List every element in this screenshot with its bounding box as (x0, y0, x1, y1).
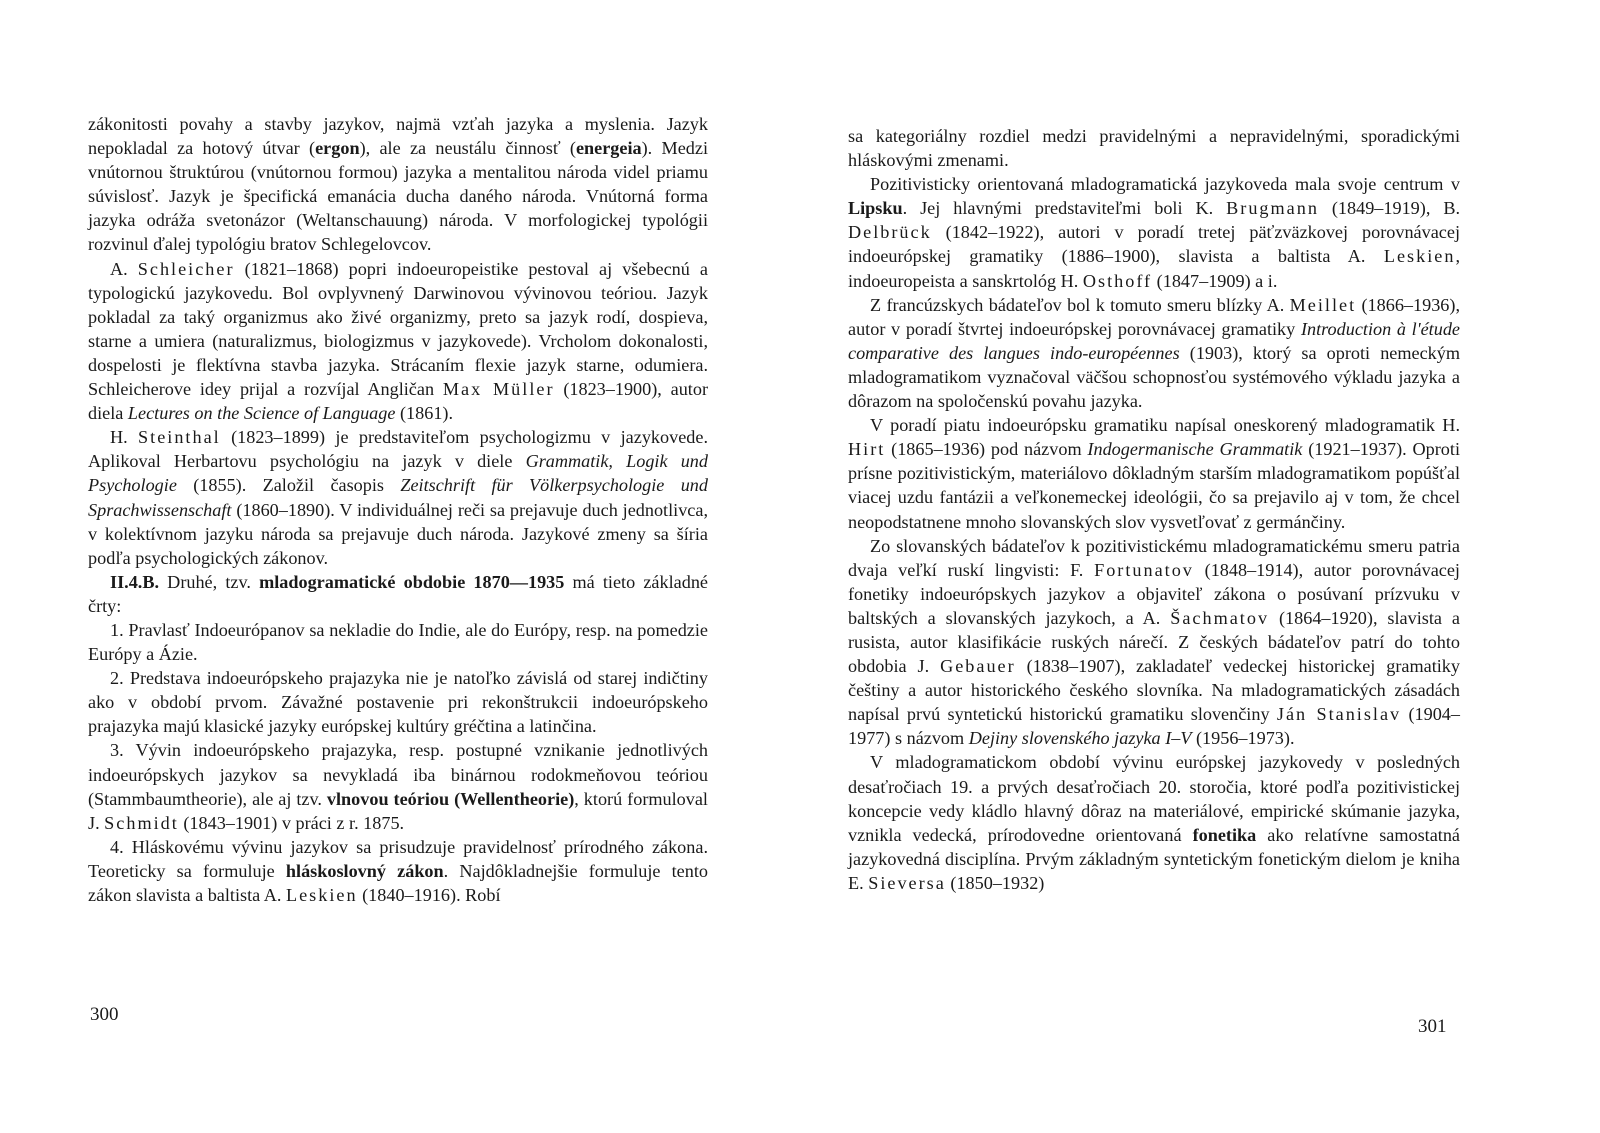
list-item-3: 3. Vývin indoeurópskeho prajazyka, resp. postupné vznikanie jednotlivých indoeurópskych jazykov sa nevykladá iba binárnou rodokmeňovou teóriou (Stammbaumtheorie), ale aj tzv. vlnovou teóriou (Wellentheorie), ktorú formuloval J. Schmidt (1843–1901) v práci z r. 1875. (88, 740, 708, 833)
right-paragraph-3: Z francúzskych bádateľov bol k tomuto smeru blízky A. Meillet (1866–1936), autor v poradí štvrtej indoeurópskej porovnávacej gramatiky Introduction à l'étude comparative des langues indo-européennes (1903), ktorý sa oproti nemeckým mladogramatikom vyznačoval väčšou schopnosťou systémového výkladu jazyka a dôrazom na spoločenskú povahu jazyka. (848, 294, 1461, 412)
page-number-right: 301 (1418, 1016, 1447, 1037)
right-page (848, 124, 1460, 895)
list-item-4: 4. Hláskovému vývinu jazykov sa prisudzuje pravidelnosť prírodného zákona. Teoreticky sa formuluje hláskoslovný zákon. Najdôkladnejšie formuluje tento zákon slavista a baltista A. Leskien (1840–1916). Robí (88, 836, 708, 905)
right-paragraph-6: V mladogramatickom období vývinu európskej jazykovedy v posledných desaťročiach 19. a prvých desaťročiach 20. storočia, ktoré podľa pozitivistickej koncepcie vedy kládlo hlavný dôraz na materiálové, empirické skúmanie jazyka, vznikla vedecká, prírodovedne orientovaná fonetika ako relatívne samostatná jazykovedná disciplína. Prvým základným syntetickým fonetickým dielom je kniha E. Sieversa (1850–1932) (848, 752, 1461, 893)
right-paragraph-4: V poradí piatu indoeurópsku gramatiku napísal oneskorený mladogramatik H. Hirt (1865–1936) pod názvom Indogermanische Grammatik (1921–1937). Oproti prísne pozitivistickým, materiálovo dôkladným starším mladogramatikom popúšťal viacej uzdu fantázii a veľkonemeckej ideológii, čo sa prejavilo aj v tom, že chcel neopodstatnene mnoho slovanských slov vysvetľovať z germánčiny. (848, 415, 1461, 532)
left-paragraph-3: H. Steinthal (1823–1899) je predstaviteľom psychologizmu v jazykovede. Aplikoval Herbartovu psychológiu na jazyk v diele Grammatik, Logik und Psychologie (1855). Založil časopis Zeitschrift für Völkerpsychologie und Sprachwissenschaft (1860–1890). V individuálnej reči sa prejavuje duch jednotlivca, v kolektívnom jazyku národa sa prejavuje duch národa. Jazykové zmeny sa šíria podľa psychologických zákonov. (88, 427, 708, 568)
right-paragraph-5: Zo slovanských bádateľov k pozitivistickému mladogramatickému smeru patria dvaja veľkí ruskí lingvisti: F. Fortunatov (1848–1914), autor porovnávacej fonetiky indoeurópskych jazykov a objaviteľ zákona o posúvaní prízvuku v baltských a slovanských jazykoch, a A. Šachmatov (1864–1920), slavista a rusista, autor klasifikácie ruských nárečí. Z českých bádateľov patrí do tohto obdobia J. Gebauer (1838–1907), zakladateľ vedeckej historickej gramatiky češtiny a autor historického českého slovníka. Na mladogramatických zásadách napísal prvú syntetickú historickú gramatiku slovenčiny Ján Stanislav (1904–1977) s názvom Dejiny slovenského jazyka I–V (1956–1973). (848, 535, 1460, 749)
list-item-1: 1. Pravlasť Indoeurópanov sa nekladie do Indie, ale do Európy, resp. na pomedzie Európy a Ázie. (88, 619, 708, 665)
right-paragraph-2: Pozitivisticky orientovaná mladogramatická jazykoveda mala svoje centrum v Lipsku. Jej hlavnými predstaviteľmi boli K. Brugmann (1849–1919), B. Delbrück (1842–1922), autori v poradí tretej päťzväzkovej porovnávacej indoeurópskej gramatiky (1886–1900), slavista a baltista A. Leskien, indoeuropeista a sanskrtológ H. Osthoff (1847–1909) a i. (848, 174, 1461, 291)
right-paragraph-1: sa kategoriálny rozdiel medzi pravidelnými a nepravidelnými, sporadickými hláskovými zmenami. (848, 126, 1460, 171)
page-number-left: 300 (90, 1004, 119, 1025)
left-page (88, 112, 708, 907)
section-heading-paragraph: II.4.B. Druhé, tzv. mladogramatické obdobie 1870—1935 má tieto základné črty: (88, 571, 708, 616)
left-paragraph-2: A. Schleicher (1821–1868) popri indoeuropeistike pestoval aj všebecnú a typologickú jazykovedu. Bol ovplyvnený Darwinovou vývinovou teóriou. Jazyk pokladal za taký organizmus ako živé organizmy, preto sa jazyk rodí, dospieva, starne a umiera (naturalizmus, biologizmus v jazykovede). Vrcholom dokonalosti, dospelosti je flektívna stavba jazyka. Strácaním flexie jazyk starne, odumiera. Schleicherove idey prijal a rozvíjal Angličan Max Müller (1823–1900), autor diela Lectures on the Science of Language (1861). (88, 258, 709, 424)
left-paragraph-1: zákonitosti povahy a stavby jazykov, najmä vzťah jazyka a myslenia. Jazyk nepokladal za hotový útvar (ergon), ale za neustálu činnosť (energeia). Medzi vnútornou štruktúrou (vnútornou formou) jazyka a mentalitou národa videl priamu súvislosť. Jazyk je špecifická emanácia ducha daného národa. Vnútorná forma jazyka odráža svetonázor (Weltanschauung) národa. V morfologickej typológii rozvinul ďalej typológiu bratov Schlegelovcov. (88, 114, 708, 255)
list-item-2: 2. Predstava indoeurópskeho prajazyka nie je natoľko závislá od starej indičtiny ako v období prvom. Závažné postavenie pri rekonštrukcii indoeurópskeho prajazyka majú klasické jazyky európskej kultúry gréčtina a latinčina. (88, 668, 708, 737)
